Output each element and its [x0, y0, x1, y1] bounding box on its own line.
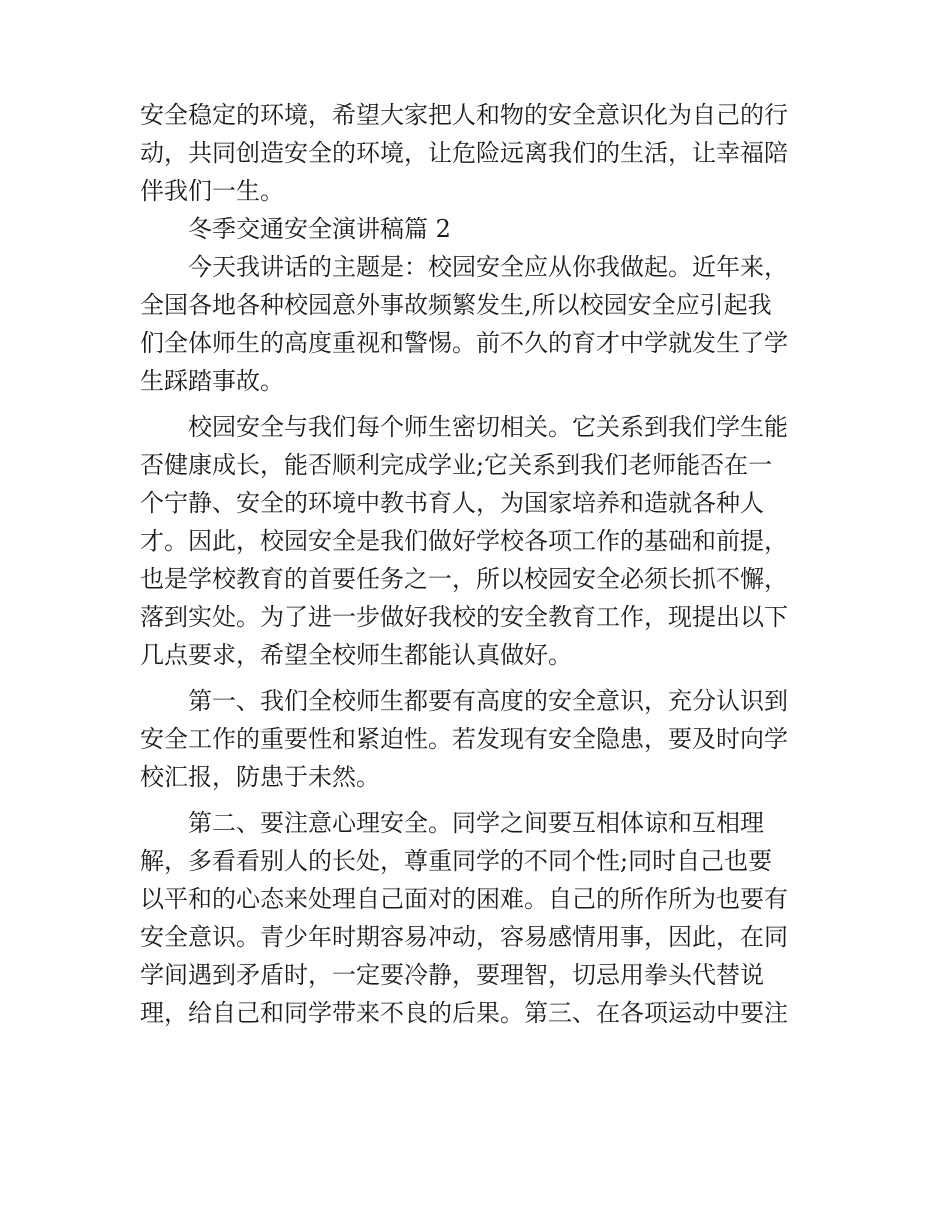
text-line: 动，共同创造安全的环境，让危险远离我们的生活，让幸福陪	[140, 139, 788, 167]
text-line: 校汇报，防患于未然。	[140, 763, 380, 791]
text-line: 校园安全与我们每个师生密切相关。它关系到我们学生能	[188, 413, 788, 441]
text-line: 们全体师生的高度重视和警惕。前不久的育才中学就发生了学	[140, 329, 788, 357]
text-line: 几点要求，希望全校师生都能认真做好。	[140, 641, 572, 669]
text-line: 才。因此，校园安全是我们做好学校各项工作的基础和前提，	[140, 527, 788, 555]
text-line: 安全稳定的环境，希望大家把人和物的安全意识化为自己的行	[140, 101, 788, 129]
text-line: 伴我们一生。	[140, 177, 284, 205]
section-heading: 冬季交通安全演讲稿篇 2	[188, 215, 451, 243]
text-line: 解，多看看别人的长处，尊重同学的不同个性;同时自己也要	[140, 847, 773, 875]
text-line: 也是学校教育的首要任务之一，所以校园安全必须长抓不懈，	[140, 565, 788, 593]
text-line: 第一、我们全校师生都要有高度的安全意识，充分认识到	[188, 687, 788, 715]
text-line: 以平和的心态来处理自己面对的困难。自己的所作所为也要有	[140, 885, 788, 913]
text-line: 学间遇到矛盾时，一定要冷静，要理智，切忌用拳头代替说	[140, 961, 764, 989]
text-line: 理，给自己和同学带来不良的后果。第三、在各项运动中要注	[140, 999, 788, 1027]
text-line: 安全意识。青少年时期容易冲动，容易感情用事，因此，在同	[140, 923, 788, 951]
text-line: 全国各地各种校园意外事故频繁发生,所以校园安全应引起我	[140, 291, 772, 319]
text-line: 安全工作的重要性和紧迫性。若发现有安全隐患，要及时向学	[140, 725, 788, 753]
text-line: 落到实处。为了进一步做好我校的安全教育工作，现提出以下	[140, 603, 788, 631]
text-line: 第二、要注意心理安全。同学之间要互相体谅和互相理	[188, 809, 764, 837]
text-line: 生踩踏事故。	[140, 367, 284, 395]
document-body	[140, 96, 812, 1032]
text-line: 否健康成长，能否顺利完成学业;它关系到我们老师能否在一	[140, 451, 773, 479]
text-line: 个宁静、安全的环境中教书育人，为国家培养和造就各种人	[140, 489, 764, 517]
text-line: 今天我讲话的主题是：校园安全应从你我做起。近年来，	[188, 253, 788, 281]
